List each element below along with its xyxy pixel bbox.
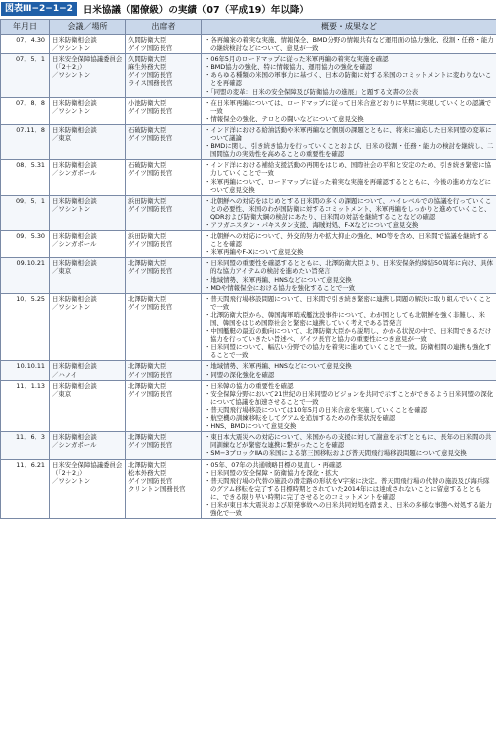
outline-list (204, 382, 494, 431)
table-row (1, 258, 496, 293)
outline-list (204, 433, 494, 457)
outline-item: ・ 普天間飛行場移設については10年5月の日米合意を実施していくことを確認 (204, 406, 494, 414)
outline-item: ・ 北澤防衛大臣から、韓国海軍哨戒艦沈没事件について、わが国としても北朝鮮を強く非難し、米国、韓国をはじめ国際社会と緊密に連携していく考えである旨発言 (204, 311, 494, 327)
outline-item: ・ 日米同盟の重要性を確認するとともに、北澤防衛大臣より、日米安保条約締結50周年に向け、具体的な協力アイテムの検討を進めたい旨発言 (204, 259, 494, 275)
row-attendees: 浜田防衛大臣 ゲイツ国防長官 (126, 195, 202, 230)
outline-item: ・ 米軍再編やF-Xについて意見交換 (204, 248, 494, 256)
row-attendees: 北澤防衛大臣 ゲイツ国防長官 (126, 258, 202, 293)
row-outline (202, 459, 496, 519)
row-attendees: 石破防衛大臣 ゲイツ国防長官 (126, 124, 202, 159)
row-meeting: 日米防衛相会談 ／シンガポール (50, 231, 126, 258)
row-meeting: 日米防衛相会談 ／ワシントン (50, 293, 126, 361)
row-meeting: 日米防衛相会談 ／ワシントン (50, 35, 126, 54)
outline-item: ・ BMDに関し、引き続き協力を行っていくことおよび、日米の役割・任務・能力の検討を継続し、二国間協力の実効性を高めることの重要性を確認 (204, 142, 494, 158)
row-outline (202, 97, 496, 124)
row-date: 07．5．1 (1, 54, 50, 97)
row-date: 10.10.11 (1, 361, 50, 380)
figure-title: 日米協議（閣僚級）の実績（07（平成19）年以降） (82, 5, 309, 16)
outline-item: ・ 在日米軍再編については、ロードマップに従って日米合意どおりに早期に実現していくとの認識で一致 (204, 99, 494, 115)
row-outline (202, 361, 496, 380)
table-row (1, 35, 496, 54)
row-outline (202, 124, 496, 159)
table-row (1, 54, 496, 97)
outline-list (204, 197, 494, 229)
row-outline (202, 160, 496, 195)
row-meeting: 日米防衛相会談 ／東京 (50, 380, 126, 432)
outline-item: ・ 日米同盟の安全保障・防衛協力を深化・拡大 (204, 469, 494, 477)
table-row (1, 293, 496, 361)
row-attendees: 石破防衛大臣 ゲイツ国防長官 (126, 160, 202, 195)
outline-item: ・ 航空機の訓練移転をしてグアムを追加するための作業状況を確認 (204, 414, 494, 422)
row-attendees: 北澤防衛大臣 ゲイツ国防長官 (126, 432, 202, 459)
outline-item: ・ 同盟の深化強化を確認 (204, 371, 494, 379)
table-row (1, 124, 496, 159)
row-meeting: 日米防衛相会談 ／ワシントン (50, 97, 126, 124)
outline-list (204, 259, 494, 291)
table-row (1, 432, 496, 459)
row-date: 07．8．8 (1, 97, 50, 124)
outline-item: ・ 日米韓の協力の重要性を確認 (204, 382, 494, 390)
outline-item: ・ 北朝鮮への対応について、外交的努力や拡大抑止の強化、MD等を含め、日米間で協議を継続することを確認 (204, 232, 494, 248)
figure-label: 図表Ⅲ−2−1−2 (1, 2, 77, 16)
outline-item: ・ MDや情報保全における協力を強化することで一致 (204, 284, 494, 292)
outline-list (204, 295, 494, 360)
row-outline (202, 293, 496, 361)
outline-item: ・ 米軍再編について、ロードマップに従った着実な実施を再確認するとともに、今後の進め方などについて意見交換 (204, 178, 494, 194)
row-meeting: 日米防衛相会談 ／ハノイ (50, 361, 126, 380)
outline-item: ・ インド洋における補給支援活動の再開をはじめ、国際社会の平和と安定のため、引き続き緊密に協力していくことで一致 (204, 161, 494, 177)
outline-item: ・ アフガニスタン・パキスタン支援、海賊対処、F-Xなどについて意見交換 (204, 221, 494, 229)
row-meeting: 日米安全保障協議委員会（「2＋2」） ／ワシントン (50, 54, 126, 97)
row-attendees: 久間防衛大臣 麻生外務大臣 ゲイツ国防長官 ライス国務長官 (126, 54, 202, 97)
row-attendees: 小池防衛大臣 ゲイツ国防長官 (126, 97, 202, 124)
outline-item: ・ 東日本大震災への対応について、米国からの支援に対して謝意を示すとともに、長年の日米間の共同訓練などが緊密な連携に繋がったことを確認 (204, 433, 494, 449)
outline-item: ・ 中国艦艇の最近の動向について、北澤防衛大臣から説明し、かかる状況の中で、日米間できるだけ協力を行っていきたい旨述べ、ゲイツ長官と協力の重要性につき意見が一致 (204, 327, 494, 343)
row-outline (202, 432, 496, 459)
outline-list (204, 362, 494, 378)
row-outline (202, 35, 496, 54)
table-row (1, 380, 496, 432)
talks-table (0, 19, 496, 519)
row-meeting: 日米防衛相会談 ／シンガポール (50, 160, 126, 195)
table-header-row (1, 20, 496, 35)
row-outline (202, 195, 496, 230)
outline-item: ・ 日米が東日本大震災および原発事故への日米共同対処を踏まえ、日米の多様な事態へ対処する能力強化で一致 (204, 501, 494, 517)
row-outline (202, 54, 496, 97)
outline-list (204, 55, 494, 95)
row-attendees: 北澤防衛大臣 松本外務大臣 ゲイツ国防長官 クリントン国務長官 (126, 459, 202, 519)
row-attendees: 北澤防衛大臣 ゲイツ国防長官 (126, 361, 202, 380)
outline-list (204, 461, 494, 518)
table-row (1, 195, 496, 230)
outline-list (204, 161, 494, 193)
outline-item: ・ 地域情勢、米軍再編、HNSなどについて意見交換 (204, 276, 494, 284)
table-row (1, 361, 496, 380)
outline-item: ・ 情報保全の強化、テロとの闘いなどについて意見交換 (204, 115, 494, 123)
row-date: 10．5.25 (1, 293, 50, 361)
outline-list (204, 232, 494, 256)
outline-list (204, 126, 494, 158)
row-outline (202, 258, 496, 293)
column-header-attendees: 出席者 (126, 20, 202, 35)
outline-item: ・ 日米同盟について、幅広い分野での協力を着実に進めていくことで一致。防衛相間の連携も強化することで一致 (204, 343, 494, 359)
outline-item: ・ あらゆる種類の米国の軍事力に基づく、日本の防衛に対する米国のコミットメントに変わりないことを再確認 (204, 71, 494, 87)
figure-header (0, 0, 496, 18)
row-date: 09.10.21 (1, 258, 50, 293)
outline-item: ・ 安全保障分野において21世紀の日米同盟のビジョンを共同で示すことができるよう日米同盟の深化について協議を加速させることで一致 (204, 390, 494, 406)
row-meeting: 日米防衛相会談 ／シンガポール (50, 432, 126, 459)
row-date: 07.11．8 (1, 124, 50, 159)
outline-item: ・ SM−3ブロックⅡAの米国による第三国移転および普天間飛行場移設問題について意見交換 (204, 449, 494, 457)
outline-list (204, 36, 494, 52)
outline-item: ・ 地域情勢、米軍再編、HNSなどについて意見交換 (204, 362, 494, 370)
row-date: 08．5.31 (1, 160, 50, 195)
table-body (1, 35, 496, 519)
table-row (1, 160, 496, 195)
row-outline (202, 380, 496, 432)
table-row (1, 97, 496, 124)
outline-item: ・ HNS、BMDについて意見交換 (204, 422, 494, 430)
row-attendees: 浜田防衛大臣 ゲイツ国防長官 (126, 231, 202, 258)
column-header-outline: 概要・成果など (202, 20, 496, 35)
row-date: 09．5．1 (1, 195, 50, 230)
row-date: 07．4.30 (1, 35, 50, 54)
row-attendees: 北澤防衛大臣 ゲイツ国防長官 (126, 293, 202, 361)
row-meeting: 日米防衛相会談 ／東京 (50, 258, 126, 293)
row-date: 11．6.21 (1, 459, 50, 519)
outline-item: ・ 北朝鮮への対応をはじめとする日米間の多くの課題について、ハイレベルでの協議を行っていくことの必要性、米国のわが国防衛に対するコミットメント、米軍再編をしっかりと進めていくこと、QDRおよび防衛大綱の検討にあたり、日米間の対話を継続することなどの確認 (204, 197, 494, 221)
outline-item: ・ インド洋における給油活動や米軍再編など個別の課題とともに、将来に適応した日米同盟の変革について議論 (204, 126, 494, 142)
column-header-date: 年月日 (1, 20, 50, 35)
outline-item: ・ 06年5月のロードマップに従った米軍再編の着実な実施を確認 (204, 55, 494, 63)
row-date: 09．5.30 (1, 231, 50, 258)
row-date: 11．1.13 (1, 380, 50, 432)
row-meeting: 日米防衛相会談 ／東京 (50, 124, 126, 159)
row-attendees: 久間防衛大臣 ゲイツ国防長官 (126, 35, 202, 54)
row-outline (202, 231, 496, 258)
outline-item: ・ 各再編案の着実な実施、情報保全、BMD分野の情報共有など運用面の協力強化、役割・任務・能力の継続検討などについて、意見が一致 (204, 36, 494, 52)
row-attendees: 北澤防衛大臣 ゲイツ国防長官 (126, 380, 202, 432)
outline-item: ・ BMD協力の強化、特に情報協力、運用協力の強化を確認 (204, 63, 494, 71)
row-date: 11．6．3 (1, 432, 50, 459)
outline-item: ・ 05年、07年の共通戦略目標の見直し・再確認 (204, 461, 494, 469)
outline-list (204, 99, 494, 123)
column-header-meeting: 会議／場所 (50, 20, 126, 35)
row-meeting: 日米安全保障協議委員会（「2＋2」） ／ワシントン (50, 459, 126, 519)
table-row (1, 459, 496, 519)
outline-item: ・ 普天間飛行場移設問題について、日米間で引き続き緊密に連携し問題の解決に取り組んでいくことで一致 (204, 295, 494, 311)
outline-item: ・ 「同盟の変革：日米の安全保障及び防衛協力の進展」と題する文書の公表 (204, 88, 494, 96)
row-meeting: 日米防衛相会談 ／ワシントン (50, 195, 126, 230)
outline-item: ・ 普天間飛行場の代替の施設の滑走路の形状をV字案に決定。普天間飛行場の代替の施設及び海兵隊のグアム移転を完了する目標時期とされていた2014年には達成されないことに留意するとともに、できる限り早い時期に完了させるとのコミットメントを確認 (204, 477, 494, 501)
table-row (1, 231, 496, 258)
